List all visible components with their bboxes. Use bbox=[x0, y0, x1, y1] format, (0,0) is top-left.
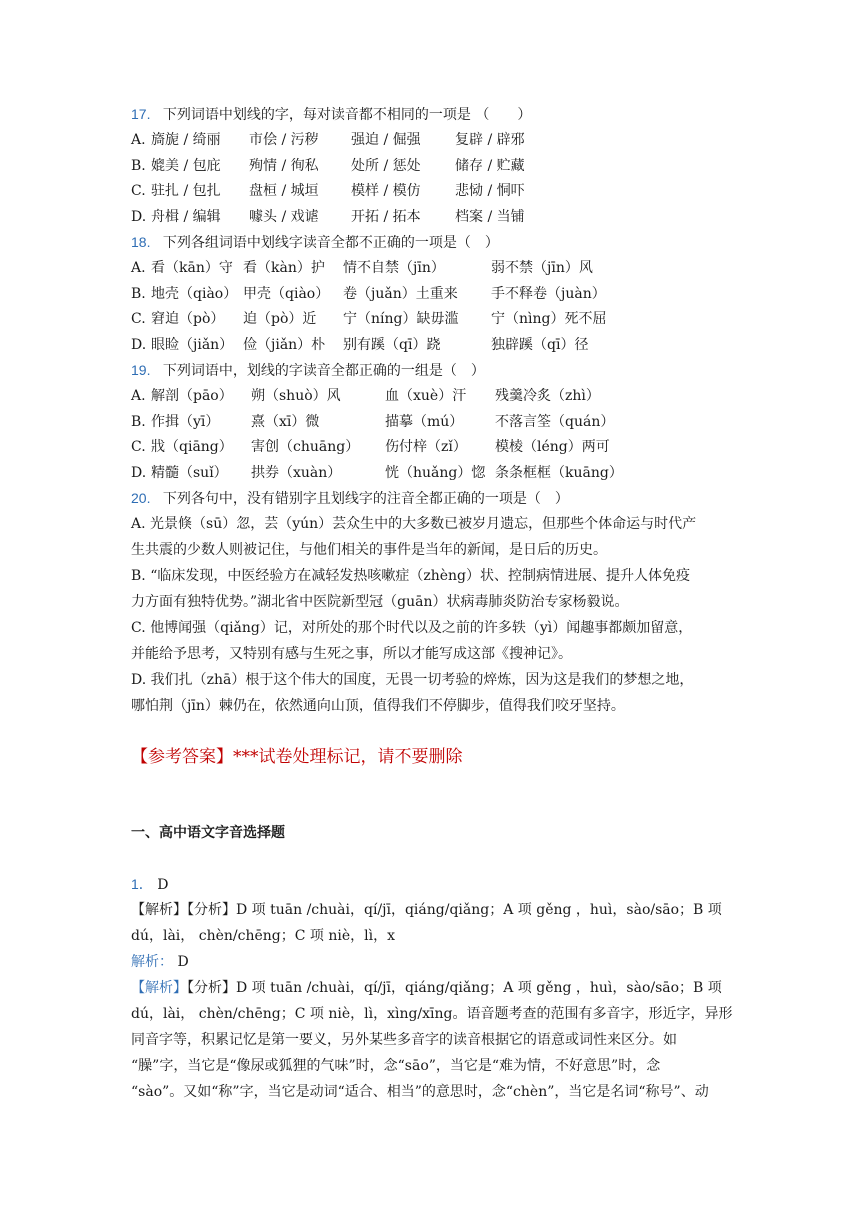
option-item: 解剖（pāo） bbox=[151, 388, 233, 404]
option-label: B. bbox=[131, 413, 146, 430]
option-label: D. bbox=[131, 208, 147, 225]
processing-mark: ***试卷处理标记，请不要删除 bbox=[233, 747, 463, 767]
question-17-stem bbox=[131, 104, 531, 126]
option-item: 档案 / 当铺 bbox=[455, 208, 525, 225]
question-18-stem bbox=[131, 232, 499, 254]
option-item: 不落言筌（quán） bbox=[495, 413, 615, 430]
question-19-stem bbox=[131, 360, 485, 382]
option-item: 噱头 / 戏谑 bbox=[249, 208, 319, 225]
option-item: 朔（shuò）风 bbox=[251, 388, 341, 404]
option-item: 旖旎 / 绮丽 bbox=[151, 132, 221, 148]
option-label: A. bbox=[131, 388, 146, 404]
option-item: 地壳（qiào） bbox=[151, 285, 238, 302]
option-label: A. bbox=[131, 132, 146, 148]
option-item: 卷（juǎn）土重来 bbox=[343, 285, 458, 302]
option-item: 模样 / 模仿 bbox=[351, 183, 421, 199]
option-item: 宁（nìng）死不屈 bbox=[491, 311, 607, 327]
option-item: 恍（huǎng）惚 bbox=[385, 464, 486, 481]
option-item: 悲恸 / 恫吓 bbox=[455, 183, 525, 199]
option-paragraph-line: B. “临床发现，中医经验方在减轻发热咳嗽症（zhèng）状、控制病情进展、提升人体免疫 bbox=[131, 568, 690, 584]
option-paragraph-line: D. 我们扎（zhā）根于这个伟大的国度，无畏一切考验的焠炼，因为这是我们的梦想之地， bbox=[131, 672, 694, 688]
option-paragraph-line: 生共震的少数人则被记住，与他们相关的事件是当年的新闻，是日后的历史。 bbox=[131, 542, 607, 558]
option-item: 熹（xī）微 bbox=[251, 413, 320, 430]
option-paragraph-line: C. 他博闻强（qiǎng）记，对所处的那个时代以及之前的许多轶（yì）闻趣事都颇加留意， bbox=[131, 620, 693, 636]
explanation-text: “sào”。又如“称”字，当它是动词“适合、相当”的意思时，念“chèn”，当它是名词“称号”、动 bbox=[131, 1084, 709, 1100]
option-item: 储存 / 贮藏 bbox=[455, 157, 525, 174]
option-item: 处所 / 惩处 bbox=[351, 157, 421, 174]
option-item: 残羹冷炙（zhì） bbox=[495, 388, 600, 404]
option-item: 宁（níng）缺毋滥 bbox=[343, 311, 459, 327]
question-text: 下列词语中划线的字，每对读音都不相同的一项是 （ ） bbox=[162, 107, 532, 123]
option-item: 强迫 / 倔强 bbox=[351, 132, 421, 148]
option-item: 独辟蹊（qī）径 bbox=[491, 336, 589, 353]
option-item: 手不释卷（juàn） bbox=[491, 285, 606, 302]
option-item: 戕（qiāng） bbox=[151, 439, 233, 455]
option-item: 作揖（yī） bbox=[151, 413, 220, 430]
explanation-line bbox=[131, 1004, 733, 1026]
question-number: 20. bbox=[131, 490, 151, 506]
option-label: A. bbox=[131, 260, 146, 276]
question-20-stem bbox=[131, 488, 569, 510]
option-item: 媲美 / 包庇 bbox=[151, 157, 221, 174]
question-number: 18. bbox=[131, 234, 151, 250]
jiexi-value: D bbox=[177, 954, 189, 970]
option-item: 拱券（xuàn） bbox=[251, 464, 342, 481]
option-item: 血（xuè）汗 bbox=[385, 388, 467, 404]
option-label: C. bbox=[131, 439, 146, 455]
answer-1-brief-line2: dú，lài， chèn/chēng；C 项 niè，lì，x bbox=[131, 928, 395, 944]
option-item: 条条框框（kuāng） bbox=[495, 464, 623, 481]
option-item: 俭（jiǎn）朴 bbox=[243, 336, 326, 353]
option-paragraph-line: 哪怕荆（jīn）棘仍在，依然通向山顶，值得我们不停脚步，值得我们咬牙坚持。 bbox=[131, 698, 625, 714]
jiexi-label: 解析： bbox=[131, 954, 173, 970]
option-item: 看（kān）守 bbox=[151, 260, 233, 276]
explanation-line bbox=[131, 1082, 709, 1104]
answer-1-head bbox=[131, 874, 168, 896]
option-item: 别有蹊（qī）跷 bbox=[343, 336, 441, 353]
option-label: D. bbox=[131, 336, 147, 353]
question-number: 17. bbox=[131, 106, 151, 122]
explanation-tag: 【解析】 bbox=[131, 980, 187, 996]
answer-number: 1． bbox=[131, 876, 153, 892]
option-item: 驻扎 / 包扎 bbox=[151, 183, 221, 199]
answer-banner bbox=[131, 745, 463, 769]
option-item: 甲壳（qiào） bbox=[243, 285, 330, 302]
explanation-line bbox=[131, 1030, 677, 1052]
option-item: 害创（chuāng） bbox=[251, 439, 360, 455]
option-item: 市侩 / 污秽 bbox=[249, 132, 319, 148]
option-paragraph-line: A. 光景倏（sū）忽，芸（yún）芸众生中的大多数已被岁月遗忘，但那些个体命运与时代产 bbox=[131, 516, 697, 532]
option-item: 盘桓 / 城垣 bbox=[249, 183, 319, 199]
option-paragraph-line: 并能给予思考，又特别有感与生死之事，所以才能写成这部《搜神记》。 bbox=[131, 646, 572, 662]
option-item: 情不自禁（jīn） bbox=[343, 260, 445, 276]
option-item: 窘迫（pò） bbox=[151, 311, 225, 327]
question-text: 下列词语中，划线的字读音全都正确的一组是（ ） bbox=[162, 363, 485, 379]
option-item: 舟楫 / 编辑 bbox=[151, 208, 221, 225]
section-title: 一、高中语文字音选择题 bbox=[131, 825, 285, 841]
option-item: 迫（pò）近 bbox=[243, 311, 317, 327]
option-item: 复辟 / 辟邪 bbox=[455, 132, 525, 148]
option-item: 模棱（léng）两可 bbox=[495, 439, 610, 455]
answer-1-brief-line1: 【解析】【分析】D 项 tuān /chuài，qí/jī，qiáng/qiǎng；A 项 gěng ，huì，sào/sāo；B 项 bbox=[131, 902, 722, 918]
option-item: 精髓（suǐ） bbox=[151, 464, 228, 481]
option-item: 伤付梓（zǐ） bbox=[385, 439, 467, 455]
explanation-line bbox=[131, 1056, 660, 1078]
explanation-text: dú，lài， chèn/chēng；C 项 niè，lì，xìng/xīng。语音题考查的范围有多音字，形近字，异形 bbox=[131, 1006, 733, 1022]
option-label: B. bbox=[131, 157, 146, 174]
option-label: B. bbox=[131, 285, 146, 302]
option-paragraph-line: 力方面有独特优势。”湖北省中医院新型冠（guān）状病毒肺炎防治专家杨毅说。 bbox=[131, 594, 629, 610]
question-text: 下列各句中，没有错别字且划线字的注音全都正确的一项是（ ） bbox=[162, 491, 569, 507]
option-label: C. bbox=[131, 311, 146, 327]
explanation-line bbox=[131, 978, 722, 1000]
option-label: D. bbox=[131, 464, 147, 481]
option-item: 开拓 / 拓本 bbox=[351, 208, 421, 225]
option-item: 殉情 / 徇私 bbox=[249, 157, 319, 174]
question-text: 下列各组词语中划线字读音全都不正确的一项是（ ） bbox=[162, 235, 499, 251]
answer-label: 【参考答案】 bbox=[131, 747, 233, 767]
explanation-text: “臊”字，当它是“像尿或狐狸的气味”时，念“sāo”，当它是“难为情，不好意思”时，念 bbox=[131, 1058, 661, 1074]
explanation-text: 【分析】D 项 tuān /chuài，qí/jī，qiáng/qiǎng；A 项 gěng ，huì，sào/sāo；B 项 bbox=[187, 980, 722, 996]
option-item: 弱不禁（jīn）风 bbox=[491, 260, 593, 276]
option-label: C. bbox=[131, 183, 146, 199]
question-number: 19. bbox=[131, 362, 151, 378]
answer-value: D bbox=[157, 877, 169, 893]
explanation-text: 同音字等，积累记忆是第一要义，另外某些多音字的读音根据它的语意或词性来区分。如 bbox=[131, 1032, 677, 1048]
option-item: 看（kàn）护 bbox=[243, 260, 325, 276]
option-item: 眼睑（jiǎn） bbox=[151, 336, 234, 353]
option-item: 描摹（mú） bbox=[385, 413, 464, 430]
answer-1-jiexi bbox=[131, 952, 189, 974]
